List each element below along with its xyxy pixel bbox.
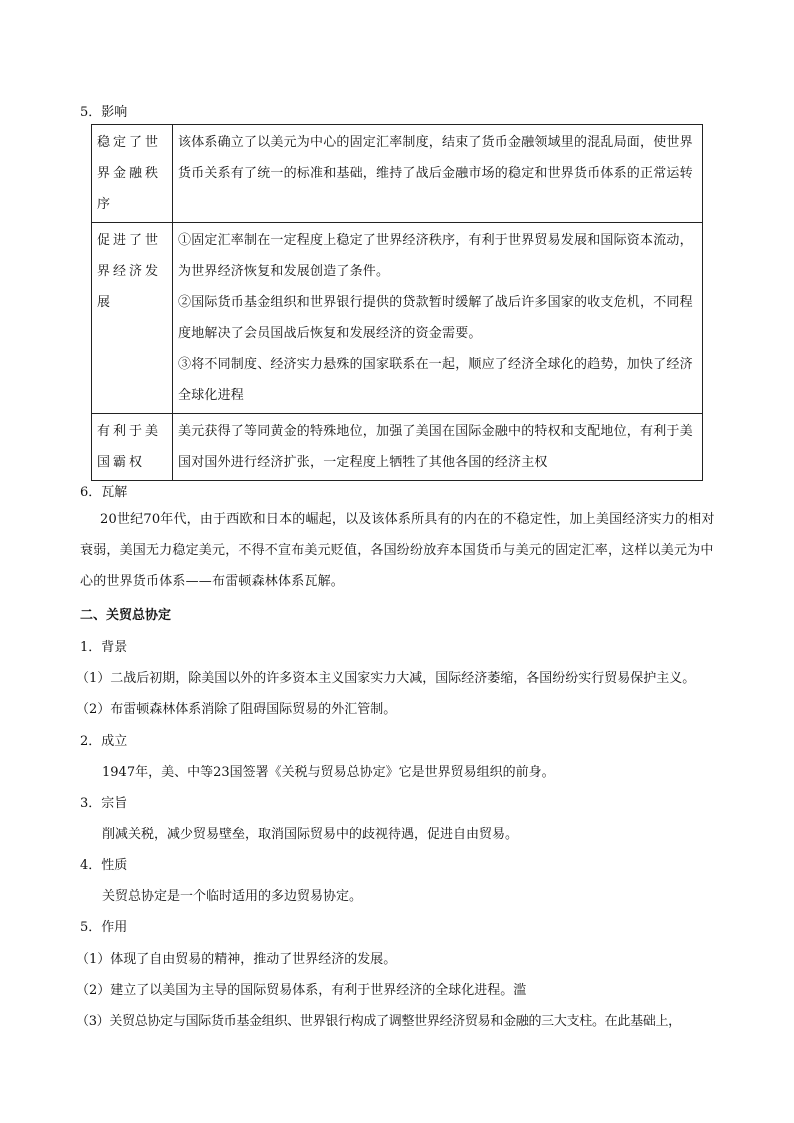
role-item-3: （3）关贸总协定与国际货币基金组织、世界银行构成了调整世界经济贸易和金融的三大支柱。在此基础上， bbox=[76, 1014, 681, 1029]
row-label: 有利于美国霸权 bbox=[92, 414, 173, 481]
purpose-text: 削减关税，减少贸易壁垒，取消国际贸易中的歧视待遇，促进自由贸易。 bbox=[102, 827, 519, 842]
row-content bbox=[173, 223, 703, 414]
background-item-2: （2）布雷顿森林体系消除了阻碍国际贸易的外汇管制。 bbox=[76, 702, 397, 717]
role-item-2: （2）建立了以美国为主导的国际贸易体系，有利于世界经济的全球化进程。滥 bbox=[76, 983, 527, 998]
content-point: ③将不同制度、经济实力悬殊的国家联系在一起，顺应了经济全球化的趋势，加快了经济全球化进程 bbox=[178, 357, 693, 403]
background-item-1: （1）二战后初期，除美国以外的许多资本主义国家实力大减，国际经济萎缩，各国纷纷实行贸易保护主义。 bbox=[76, 671, 696, 686]
nature-text: 关贸总协定是一个临时适用的多边贸易协定。 bbox=[102, 889, 363, 904]
table-row bbox=[92, 125, 703, 223]
founding-heading: 2．成立 bbox=[80, 734, 128, 749]
content-point: 美元获得了等同黄金的特殊地位，加强了美国在国际金融中的特权和支配地位，有利于美国对国外进行经济扩张，一定程度上牺牲了其他各国的经济主权 bbox=[178, 424, 693, 470]
content-point: 该体系确立了以美元为中心的固定汇率制度，结束了货币金融领域里的混乱局面，使世界货币关系有了统一的标准和基础，维持了战后金融市场的稳定和世界货币体系的正常运转 bbox=[178, 135, 693, 181]
part-2-heading: 二、关贸总协定 bbox=[80, 608, 172, 623]
table-row bbox=[92, 223, 703, 414]
content-point: ②国际货币基金组织和世界银行提供的贷款暂时缓解了战后许多国家的收支危机，不同程度地解决了会员国战后恢复和发展经济的资金需要。 bbox=[178, 295, 693, 341]
table-row bbox=[92, 414, 703, 481]
role-heading: 5．作用 bbox=[80, 920, 128, 935]
row-content bbox=[173, 125, 703, 223]
founding-text: 1947年，美、中等23国签署《关税与贸易总协定》它是世界贸易组织的前身。 bbox=[102, 765, 555, 780]
background-heading: 1．背景 bbox=[80, 640, 128, 655]
row-label: 促进了世界经济发展 bbox=[92, 223, 173, 414]
section-6-heading: 6．瓦解 bbox=[80, 485, 128, 500]
row-content bbox=[173, 414, 703, 481]
role-item-1: （1）体现了自由贸易的精神，推动了世界经济的发展。 bbox=[76, 952, 397, 967]
effects-table bbox=[91, 124, 703, 481]
nature-heading: 4．性质 bbox=[80, 858, 128, 873]
row-label: 稳定了世界金融秩序 bbox=[92, 125, 173, 223]
section-6-paragraph: 20世纪70年代，由于西欧和日本的崛起，以及该体系所具有的内在的不稳定性，加上美国经济实力的相对衰弱，美国无力稳定美元，不得不宣布美元贬值，各国纷纷放弃本国货币与美元的固定汇率，这样以美元为中心的世界货币体系——布雷顿森林体系瓦解。 bbox=[80, 512, 715, 589]
purpose-heading: 3．宗旨 bbox=[80, 796, 128, 811]
content-point: ①固定汇率制在一定程度上稳定了世界经济秩序，有利于世界贸易发展和国际资本流动，为世界经济恢复和发展创造了条件。 bbox=[178, 233, 693, 279]
section-5-heading: 5．影响 bbox=[80, 105, 128, 120]
